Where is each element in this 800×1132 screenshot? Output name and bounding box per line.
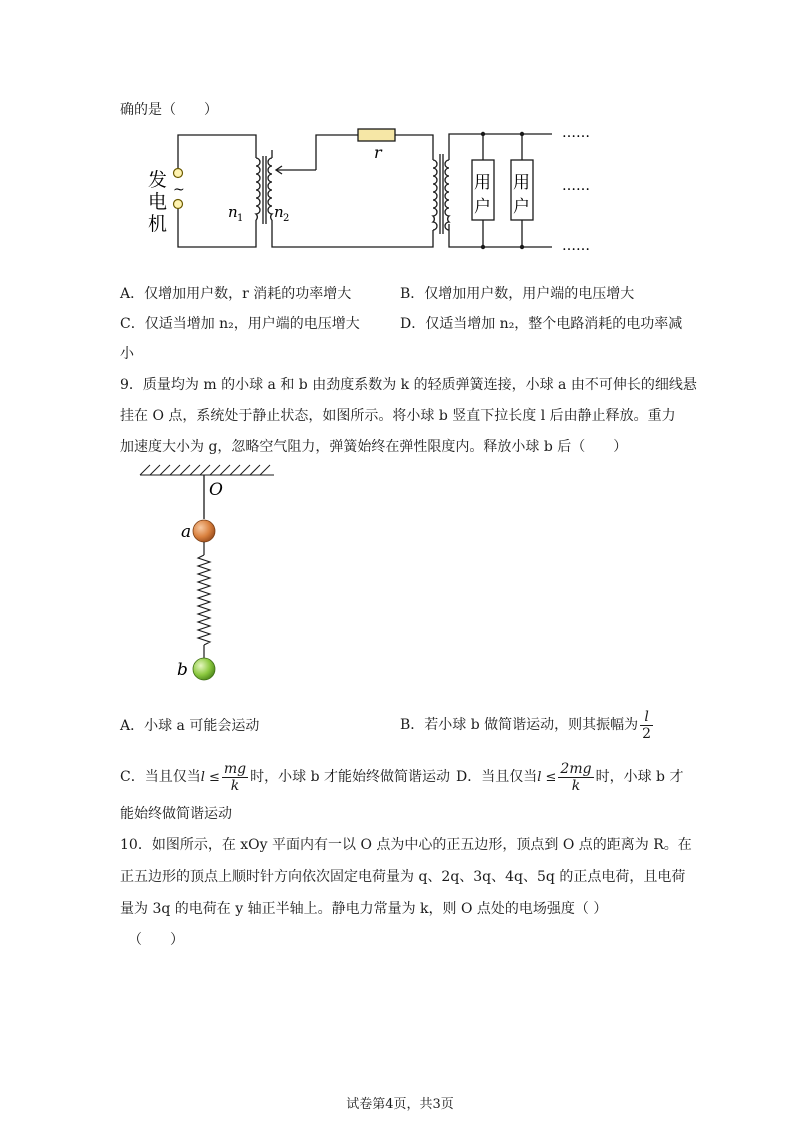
q9-option-c — [120, 757, 450, 798]
fraction-denominator: k — [571, 777, 581, 794]
q9-stem-line-3: 加速度大小为 g，忽略空气阻力，弹簧始终在弹性限度内。释放小球 b 后（ ） — [120, 439, 628, 455]
q9-stem-line-2: 挂在 O 点，系统处于静止状态，如图所示。将小球 b 竖直下拉长度 l 后由静止释放。重力 — [120, 408, 676, 424]
n2-subscript: 2 — [283, 213, 290, 224]
n2-label: n — [274, 203, 284, 221]
q9-option-d-suffix: 时，小球 b 才 — [595, 769, 684, 785]
q8-stem-tail: 确的是（ ） — [120, 102, 218, 118]
q9-stem-line-1: 9．质量均为 m 的小球 a 和 b 由劲度系数为 k 的轻质弹簧连接，小球 a 由不可伸长的细线悬 — [120, 377, 697, 393]
generator-label-char-1: 发 — [148, 169, 168, 191]
fraction-numerator: l — [640, 709, 653, 726]
q8-option-d-wrap: 小 — [120, 346, 134, 362]
n1-subscript: 1 — [237, 213, 244, 224]
spring-ball-diagram — [0, 455, 320, 690]
fraction-denominator: k — [230, 777, 240, 794]
q10-answer-bracket: （ ） — [128, 932, 184, 948]
fraction-mg-over-k — [222, 761, 248, 794]
ball-a-label: a — [181, 522, 192, 542]
q10-stem-line-2: 正五边形的顶点上顺时针方向依次固定电荷量为 q、2q、3q、4q、5q 的正点电荷，且电荷 — [120, 869, 686, 885]
ball-b — [193, 658, 215, 680]
q8-option-d: D．仅适当增加 n₂，整个电路消耗的电功率减 — [400, 316, 683, 332]
q9-option-d-prefix: D．当且仅当 — [456, 769, 538, 785]
page-footer: 试卷第4页，共3页 — [346, 1097, 454, 1112]
fraction-2mg-over-k — [558, 761, 593, 794]
user2-label-char-1: 用 — [513, 173, 530, 193]
dots-bottom: …… — [562, 238, 590, 254]
fraction-l-over-2 — [640, 709, 653, 742]
generator-label-char-3: 机 — [148, 213, 168, 235]
q8-option-c: C．仅适当增加 n₂，用户端的电压增大 — [120, 316, 360, 332]
dots-top: …… — [562, 125, 590, 141]
q10-stem-line-3: 量为 3q 的电荷在 y 轴正半轴上。静电力常量为 k，则 O 点处的电场强度（ ） — [120, 901, 608, 917]
q9-option-d — [456, 757, 683, 798]
resistor-r — [358, 129, 395, 141]
fraction-denominator: 2 — [642, 725, 652, 742]
user2-label-char-2: 户 — [513, 197, 530, 217]
dots-middle: …… — [562, 178, 590, 194]
resistor-label: r — [374, 143, 382, 162]
user1-label-char-2: 户 — [474, 197, 491, 217]
generator-label-char-2: 电 — [148, 191, 168, 213]
ball-a — [193, 520, 215, 542]
q8-option-b: B．仅增加用户数，用户端的电压增大 — [400, 286, 635, 302]
fraction-numerator: 2mg — [560, 760, 592, 777]
q9-option-c-suffix: 时，小球 b 才能始终做简谐运动 — [250, 769, 451, 785]
transformer-circuit-diagram — [0, 120, 800, 260]
q10-stem-line-1: 10．如图所示，在 xOy 平面内有一以 O 点为中心的正五边形，顶点到 O 点的距离为 R。在 — [120, 837, 692, 853]
ball-b-label: b — [177, 660, 188, 680]
q9-option-a: A．小球 a 可能会运动 — [120, 718, 260, 734]
fraction-numerator: mg — [223, 760, 247, 777]
q9-option-d-wrap: 能始终做简谐运动 — [120, 806, 232, 822]
inequality-l-le: l ≤ — [537, 770, 557, 785]
inequality-l-le: l ≤ — [200, 770, 220, 785]
q8-option-a: A．仅增加用户数，r 消耗的功率增大 — [120, 286, 352, 302]
spring — [198, 555, 210, 645]
q9-option-b — [400, 705, 655, 745]
q9-option-c-prefix: C．当且仅当 — [120, 769, 201, 785]
q9-option-b-text: B．若小球 b 做简谐运动，则其振幅为 — [400, 717, 639, 733]
ac-symbol: ~ — [173, 182, 185, 198]
point-o-label: O — [209, 480, 223, 500]
n1-label: n — [228, 203, 238, 221]
user1-label-char-1: 用 — [474, 173, 491, 193]
